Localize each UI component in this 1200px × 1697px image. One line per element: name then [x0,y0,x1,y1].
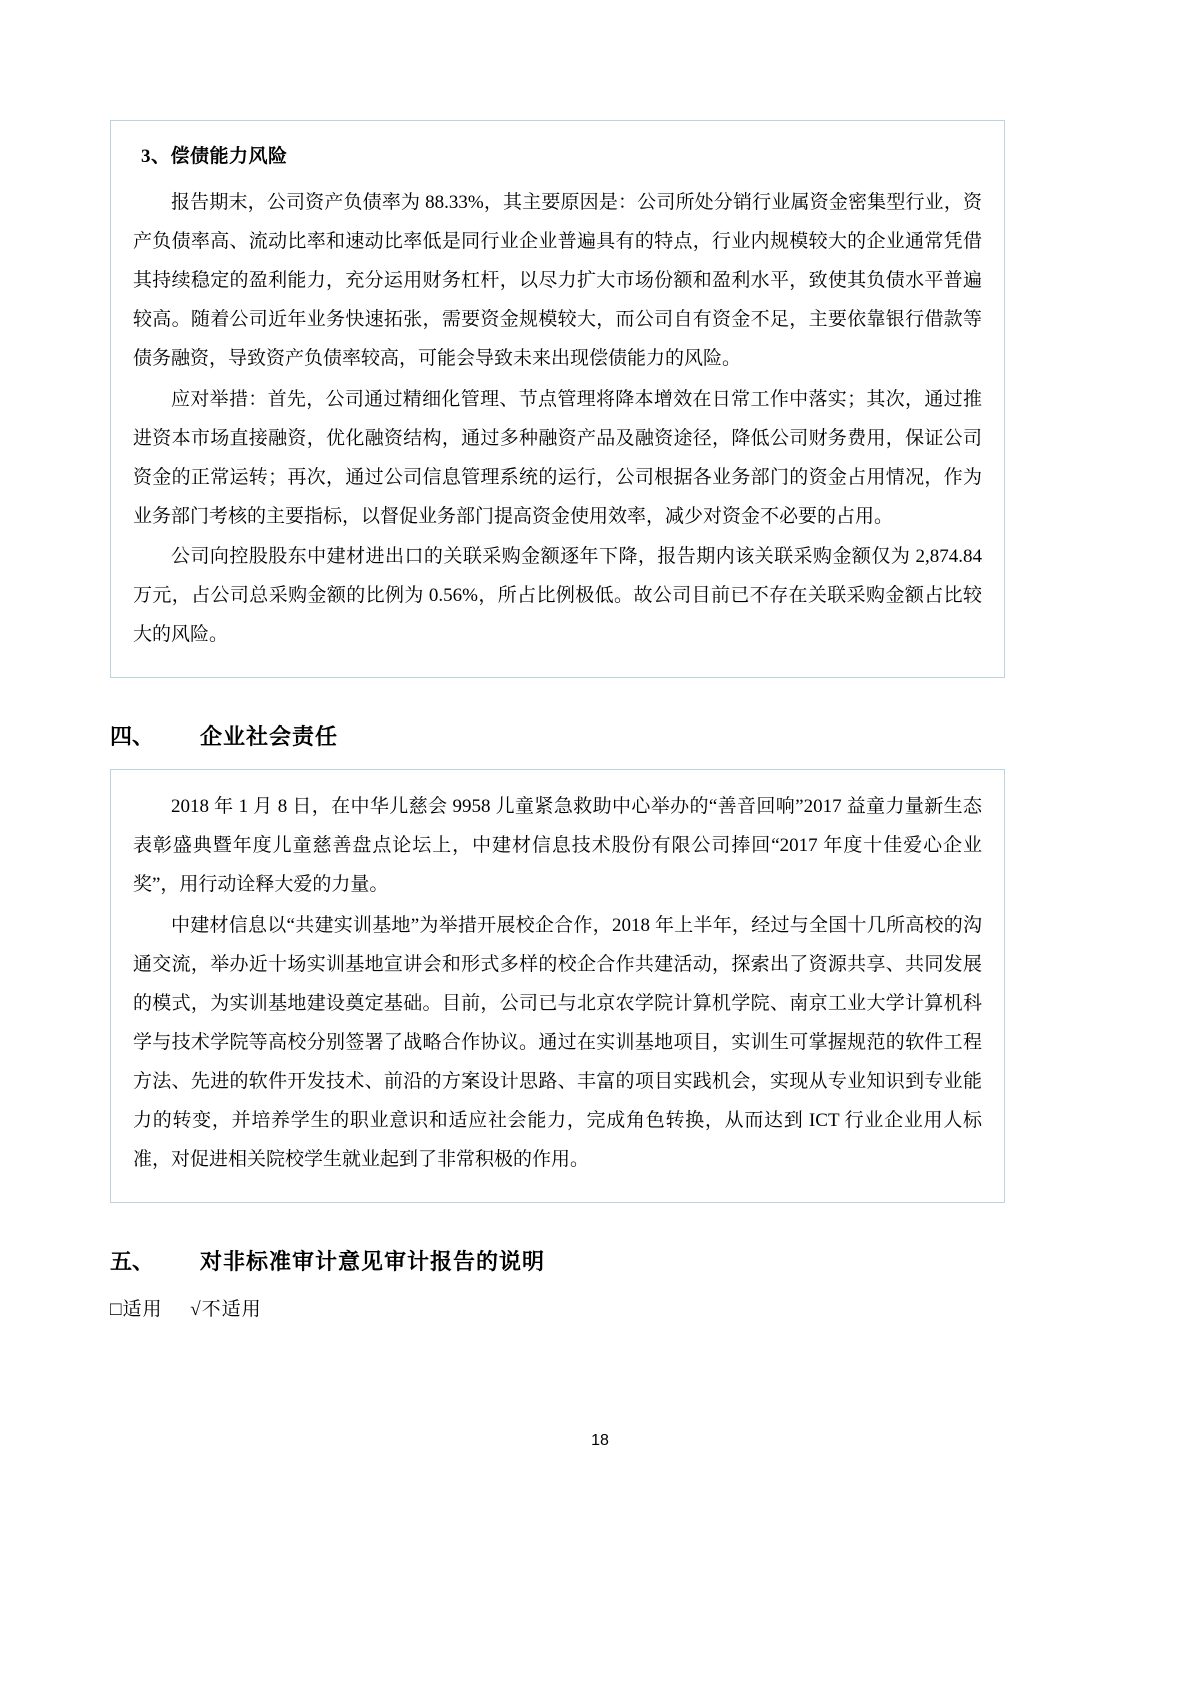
section-3-paragraph-1: 报告期末，公司资产负债率为 88.33%，其主要原因是：公司所处分销行业属资金密集型行业，资产负债率高、流动比率和速动比率低是同行业企业普遍具有的特点，行业内规模较大的企业通常凭借其持续稳定的盈利能力，充分运用财务杠杆，以尽力扩大市场份额和盈利水平，致使其负债水平普遍较高。随着公司近年业务快速拓张，需要资金规模较大，而公司自有资金不足，主要依靠银行借款等债务融资，导致资产负债率较高，可能会导致未来出现偿债能力的风险。 [133,192,982,369]
section-5-number: 五、 [110,1248,155,1274]
section-4-paragraph-1: 2018 年 1 月 8 日，在中华儿慈会 9958 儿童紧急救助中心举办的“善音回响”2017 益童力量新生态表彰盛典暨年度儿童慈善盘点论坛上，中建材信息技术股份有限公司捧回“2017 年度十佳爱心企业奖”，用行动诠释大爱的力量。 [133,796,982,896]
section-3-title: 3、偿债能力风险 [141,146,288,167]
option-applicable[interactable]: □适用 [110,1298,163,1320]
section-3-paragraph-2: 应对举措：首先，公司通过精细化管理、节点管理将降本增效在日常工作中落实；其次，通过推进资本市场直接融资，优化融资结构，通过多种融资产品及融资途径，降低公司财务费用，保证公司资金的正常运转；再次，通过公司信息管理系统的运行，公司根据各业务部门的资金占用情况，作为业务部门考核的主要指标，以督促业务部门提高资金使用效率，减少对资金不必要的占用。 [133,388,982,527]
option-not-applicable[interactable]: √不适用 [190,1298,262,1320]
page-content [110,120,1005,1321]
section-5-title: 对非标准审计意见审计报告的说明 [200,1248,546,1274]
section-4-paragraph-2: 中建材信息以“共建实训基地”为举措开展校企合作，2018 年上半年，经过与全国十几所高校的沟通交流，举办近十场实训基地宣讲会和形式多样的校企合作共建活动，探索出了资源共享、共同发展的模式，为实训基地建设奠定基础。目前，公司已与北京农学院计算机学院、南京工业大学计算机科学与技术学院等高校分别签署了战略合作协议。通过在实训基地项目，实训生可掌握规范的软件工程方法、先进的软件开发技术、前沿的方案设计思路、丰富的项目实践机会，实现从专业知识到专业能力的转变，并培养学生的职业意识和适应社会能力，完成角色转换，从而达到 ICT 行业企业用人标准，对促进相关院校学生就业起到了非常积极的作用。 [133,915,982,1170]
section-5-options [110,1294,1005,1321]
section-3-paragraph-3: 公司向控股股东中建材进出口的关联采购金额逐年下降，报告期内该关联采购金额仅为 2,874.84 万元，占公司总采购金额的比例为 0.56%，所占比例极低。故公司目前已不存在关联采购金额占比较大的风险。 [133,546,982,646]
section-3-box [110,120,1005,678]
section-4-heading [110,720,1005,751]
section-5-heading [110,1245,1005,1276]
section-4-box [110,769,1005,1202]
page-number: 18 [591,1432,609,1449]
section-4-title: 企业社会责任 [200,724,339,750]
section-4-number: 四、 [110,724,155,750]
